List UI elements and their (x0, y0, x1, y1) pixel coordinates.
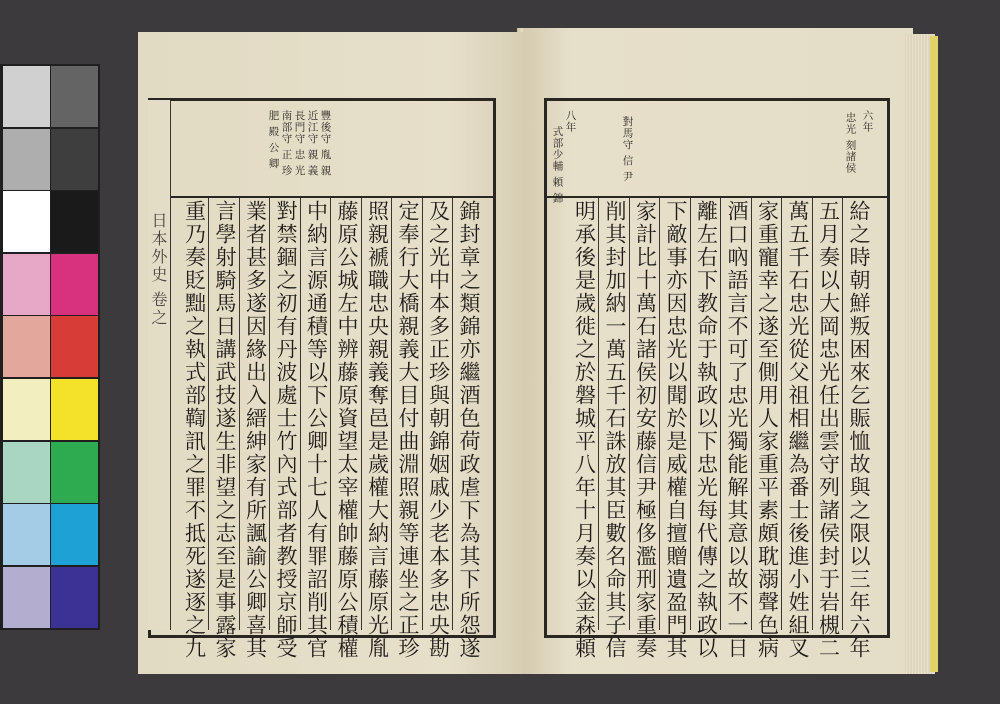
left-spine-rule (170, 100, 171, 630)
text-column: 定奉行大橋親義大目付曲淵照親等連坐之正珍 (396, 200, 420, 660)
column-rule (720, 198, 721, 630)
column-rule (659, 198, 660, 630)
text-column: 業者甚多遂因緣出入縉紳家有所諷諭公卿喜其 (243, 200, 268, 660)
text-column: 重乃奏貶黜之執式部鞫訊之罪不抵死遂逐之九 (182, 200, 207, 660)
text-column: 家計比十萬石諸侯初安藤信尹極侈濫刑家重奏 (633, 200, 658, 660)
header-note: 式部少輔 頼 錦 (551, 126, 564, 204)
column-rule (812, 198, 813, 630)
column-rule (751, 198, 752, 630)
color-swatch (3, 66, 50, 127)
text-column: 給之時朝鮮叛困來乞賑恤故與之限以三年六年 (847, 200, 871, 660)
color-swatch (51, 129, 98, 190)
header-note: 豐後守 胤 親 (319, 110, 332, 177)
header-note: 忠光 刻諸侯 (844, 112, 857, 174)
column-rule (300, 198, 301, 630)
text-column: 下敵事亦因忠光以聞於是威權自擅贈遺盈門其 (664, 200, 688, 660)
color-swatch (51, 442, 98, 503)
text-column: 藤原公城左中辨藤原資望太宰權帥藤原公積權 (335, 200, 359, 660)
column-rule (208, 198, 209, 630)
color-swatch (3, 442, 50, 503)
header-note: 八年 (564, 110, 577, 133)
header-note: 近江守 親 義 (306, 110, 319, 177)
text-column: 照親褫職忠央親義奪邑是歲權大納言藤原光胤 (365, 200, 390, 660)
book-cover-edge (930, 36, 938, 672)
color-swatch (3, 129, 50, 190)
color-swatch (3, 567, 50, 628)
color-swatch (3, 379, 50, 440)
column-rule (330, 198, 331, 630)
left-spine-strip (148, 100, 170, 630)
column-rule (452, 198, 453, 630)
color-swatch (51, 379, 98, 440)
column-rule (629, 198, 630, 630)
header-note: 南部守 正 珍 (280, 110, 293, 177)
column-rule (269, 198, 270, 630)
color-swatch (3, 254, 50, 315)
text-column: 及之光中本多正珍與朝錦姻戚少老本多忠央勘 (426, 200, 451, 660)
column-rule (239, 198, 240, 630)
text-column: 酒口吶語言不可了忠光獨能解其意以故不一日 (725, 200, 749, 660)
header-note: 長門守 忠 光 (293, 110, 306, 177)
text-column: 中納言源通積等以下公卿十七人有罪詔削其官 (304, 200, 329, 660)
right-header-rule (544, 196, 887, 198)
left-header-rule (148, 196, 493, 198)
text-column: 萬五千石忠光從父祖相繼為番士後進小姓組叉 (786, 200, 810, 660)
header-note: 肥 殿 公 卿 (267, 110, 280, 170)
text-column: 五月奏以大岡忠光任出雲守列諸侯封于岩槻二 (816, 200, 841, 660)
header-note: 對馬守 信 尹 (621, 116, 634, 183)
column-rule (391, 198, 392, 630)
column-rule (690, 198, 691, 630)
color-swatch (51, 504, 98, 565)
color-swatch (51, 254, 98, 315)
text-column: 錦封章之類錦亦繼酒色荷政虐下為其下所怨遂 (457, 200, 481, 660)
column-rule (361, 198, 362, 630)
color-swatch (51, 316, 98, 377)
text-column: 言學射騎馬日講武技遂生非望之志至是事露家 (213, 200, 237, 660)
text-column: 家重寵幸之遂至側用人家重平素頗耽溺聲色病 (755, 200, 780, 660)
color-swatch (51, 191, 98, 252)
column-rule (598, 198, 599, 630)
text-column: 削其封加納一萬五千石誅放其臣數名命其子信 (603, 200, 627, 660)
text-column: 離左右下教命于執政以下忠光每代傳之執政以 (694, 200, 719, 660)
color-swatch (3, 316, 50, 377)
column-rule (781, 198, 782, 630)
color-calibration-card (0, 64, 100, 630)
text-column: 對禁錮之初有丹波處士竹內式部者教授京師受 (274, 200, 298, 660)
column-rule (422, 198, 423, 630)
header-note: 六年 (861, 110, 874, 133)
color-swatch (51, 66, 98, 127)
color-swatch (3, 191, 50, 252)
color-swatch (3, 504, 50, 565)
spine-title: 日本外史 卷之 (149, 212, 168, 328)
color-swatch (51, 567, 98, 628)
column-rule (842, 198, 843, 630)
text-column: 明承後是歲徙之於磐城平八年十月奏以金森頼 (572, 200, 597, 660)
